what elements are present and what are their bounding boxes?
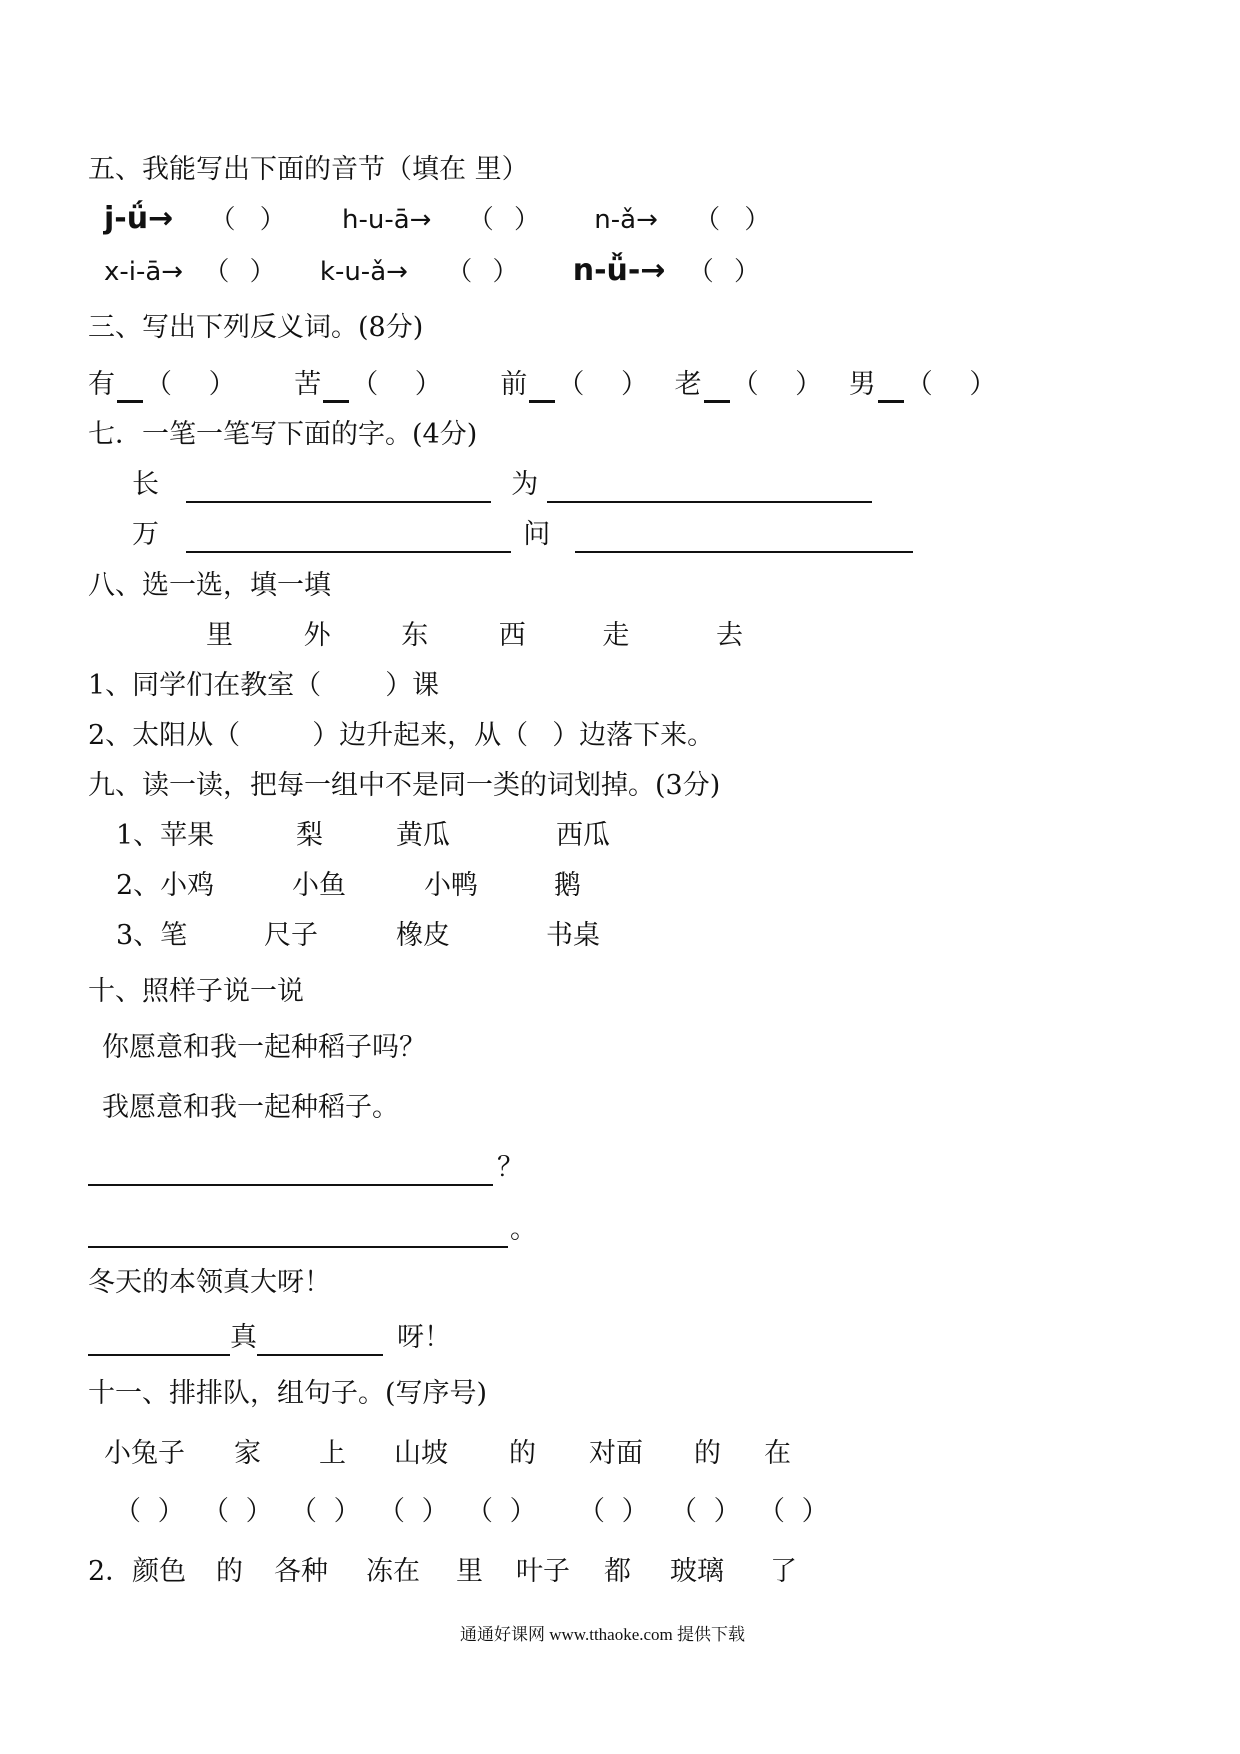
word-option: 里 (206, 620, 233, 651)
group-word: 梨 (296, 820, 323, 851)
order-word: 山坡 (394, 1438, 448, 1469)
pinyin-row-2 (104, 253, 766, 290)
answer-paren: （ ） (114, 1496, 189, 1527)
order-word: 的 (509, 1438, 536, 1469)
answer-paren: （ ） (209, 205, 294, 235)
word-option: 西 (498, 620, 526, 651)
antonym-item: 老 (674, 369, 702, 400)
order-word: 了 (770, 1556, 797, 1587)
group-word: 尺子 (264, 920, 318, 951)
order-word: 上 (319, 1438, 346, 1469)
order-word: 的 (216, 1556, 243, 1587)
antonym-row (88, 367, 1010, 403)
practice-char: 长 (132, 469, 159, 500)
section-5-heading: 五、我能写出下面的音节（填在 里） (88, 154, 529, 185)
writing-line (547, 471, 872, 503)
writing-line (257, 1324, 383, 1356)
practice-char: 万 (132, 519, 159, 550)
question-text: ）边升起来，从（ (312, 720, 529, 751)
answer-paren: （ ） (145, 369, 250, 400)
sentence-word: 真 (230, 1322, 257, 1353)
answer-paren: （ ） (446, 257, 525, 287)
answer-paren: （ ） (557, 369, 662, 400)
group-word: 2、小鸡 (116, 870, 215, 901)
word-option: 外 (303, 620, 331, 651)
group-word: 1、苹果 (116, 820, 215, 851)
group-word: 小鱼 (292, 870, 346, 901)
answer-paren: （ ） (202, 1496, 277, 1527)
answer-line-question (88, 1150, 524, 1186)
answer-paren: （ ） (578, 1496, 653, 1527)
group-word: 小鸭 (424, 870, 478, 901)
word-order-row-1 (104, 1436, 791, 1472)
question-2 (88, 718, 714, 754)
blank-line (878, 372, 904, 403)
answer-paren: （ ） (670, 1496, 745, 1527)
practice-char: 问 (523, 519, 551, 550)
question-text: 2、太阳从（ (88, 720, 241, 751)
order-word: 叶子 (516, 1556, 570, 1587)
answer-paren: （ ） (905, 369, 1011, 400)
blank-line (323, 372, 349, 403)
word-order-row-2 (88, 1554, 797, 1590)
word-option: 走 (602, 620, 630, 651)
answer-paren: （ ） (351, 369, 456, 400)
writing-line (186, 521, 511, 553)
answer-line-statement (88, 1212, 537, 1248)
writing-line (88, 1324, 230, 1356)
pinyin-item: x-i-ā→ (104, 257, 184, 287)
section-3-heading: 三、写出下列反义词。(8分) (88, 312, 424, 343)
practice-char: 为 (511, 469, 539, 500)
word-option: 去 (715, 620, 743, 651)
question-1 (88, 668, 439, 704)
group-word: 西瓜 (556, 820, 610, 851)
answer-paren: （ ） (203, 257, 282, 287)
word-group-3 (116, 918, 600, 954)
order-word: 的 (694, 1438, 721, 1469)
group-word: 书桌 (546, 920, 600, 951)
order-word: 对面 (589, 1438, 643, 1469)
writing-line (186, 471, 491, 503)
antonym-item: 苦 (294, 369, 322, 400)
sentence-word: 呀！ (397, 1322, 451, 1353)
fill-sentence (88, 1320, 451, 1356)
section-9-heading: 九、读一读，把每一组中不是同一类的词划掉。(3分) (88, 770, 721, 801)
section-8-heading: 八、选一选，填一填 (88, 570, 331, 601)
order-word: 玻璃 (670, 1556, 724, 1587)
blank-line (117, 372, 143, 403)
writing-line (88, 1154, 493, 1186)
pinyin-item: n-ǚ-→ (572, 253, 666, 288)
order-word: 都 (604, 1556, 631, 1587)
question-text: 1、同学们在教室（ (88, 670, 322, 701)
pinyin-item: j-ǘ→ (104, 201, 174, 236)
pinyin-item: n-ǎ→ (594, 205, 658, 235)
section-7-heading: 七．一笔一笔写下面的字。(4分) (88, 419, 478, 450)
example-sentence-3: 冬天的本领真大呀！ (88, 1267, 331, 1298)
pinyin-item: k-u-ǎ→ (319, 257, 408, 287)
order-word: 家 (234, 1438, 261, 1469)
antonym-item: 前 (500, 369, 528, 400)
section-11-heading: 十一、排排队，组句子。(写序号) (88, 1378, 488, 1409)
antonym-item: 有 (88, 369, 115, 400)
section-10-heading: 十、照样子说一说 (88, 976, 304, 1007)
answer-paren: （ ） (378, 1496, 453, 1527)
pinyin-row-1 (104, 201, 778, 238)
order-word: 各种 (274, 1556, 328, 1587)
order-word: 里 (456, 1556, 483, 1587)
answer-paren: （ ） (466, 1496, 541, 1527)
group-word: 鹅 (554, 870, 581, 901)
word-group-2 (116, 868, 581, 904)
word-option: 东 (401, 620, 429, 651)
antonym-item: 男 (848, 369, 876, 400)
answer-paren: （ ） (758, 1496, 833, 1527)
writing-line (575, 521, 913, 553)
stroke-row-2 (132, 517, 913, 553)
answer-paren: （ ） (290, 1496, 365, 1527)
blank-line (529, 372, 555, 403)
question-text: ）课 (385, 670, 440, 701)
answer-paren: （ ） (731, 369, 837, 400)
order-word: 2．颜色 (88, 1556, 187, 1587)
group-word: 橡皮 (396, 920, 450, 951)
order-word: 冻在 (366, 1556, 420, 1587)
question-text: ）边落下来。 (552, 720, 715, 751)
answer-paren: （ ） (467, 205, 547, 235)
group-word: 黄瓜 (396, 820, 450, 851)
punctuation: 。 (510, 1214, 537, 1245)
word-options (206, 618, 743, 654)
word-group-1 (116, 818, 610, 854)
page-footer: 通通好课网 www.tthaoke.com 提供下载 (460, 1625, 746, 1644)
example-sentence-2: 我愿意和我一起种稻子。 (102, 1092, 399, 1123)
order-word: 在 (764, 1438, 791, 1469)
blank-line (704, 372, 730, 403)
punctuation: ？ (497, 1152, 524, 1183)
stroke-row-1 (132, 467, 872, 503)
pinyin-item: h-u-ā→ (342, 205, 432, 235)
writing-line (88, 1216, 508, 1248)
example-sentence-1: 你愿意和我一起种稻子吗？ (102, 1032, 426, 1063)
group-word: 3、笔 (116, 920, 188, 951)
answer-paren: （ ） (687, 257, 767, 287)
order-word: 小兔子 (104, 1438, 185, 1469)
order-paren-row (114, 1494, 833, 1530)
answer-paren: （ ） (694, 205, 779, 235)
